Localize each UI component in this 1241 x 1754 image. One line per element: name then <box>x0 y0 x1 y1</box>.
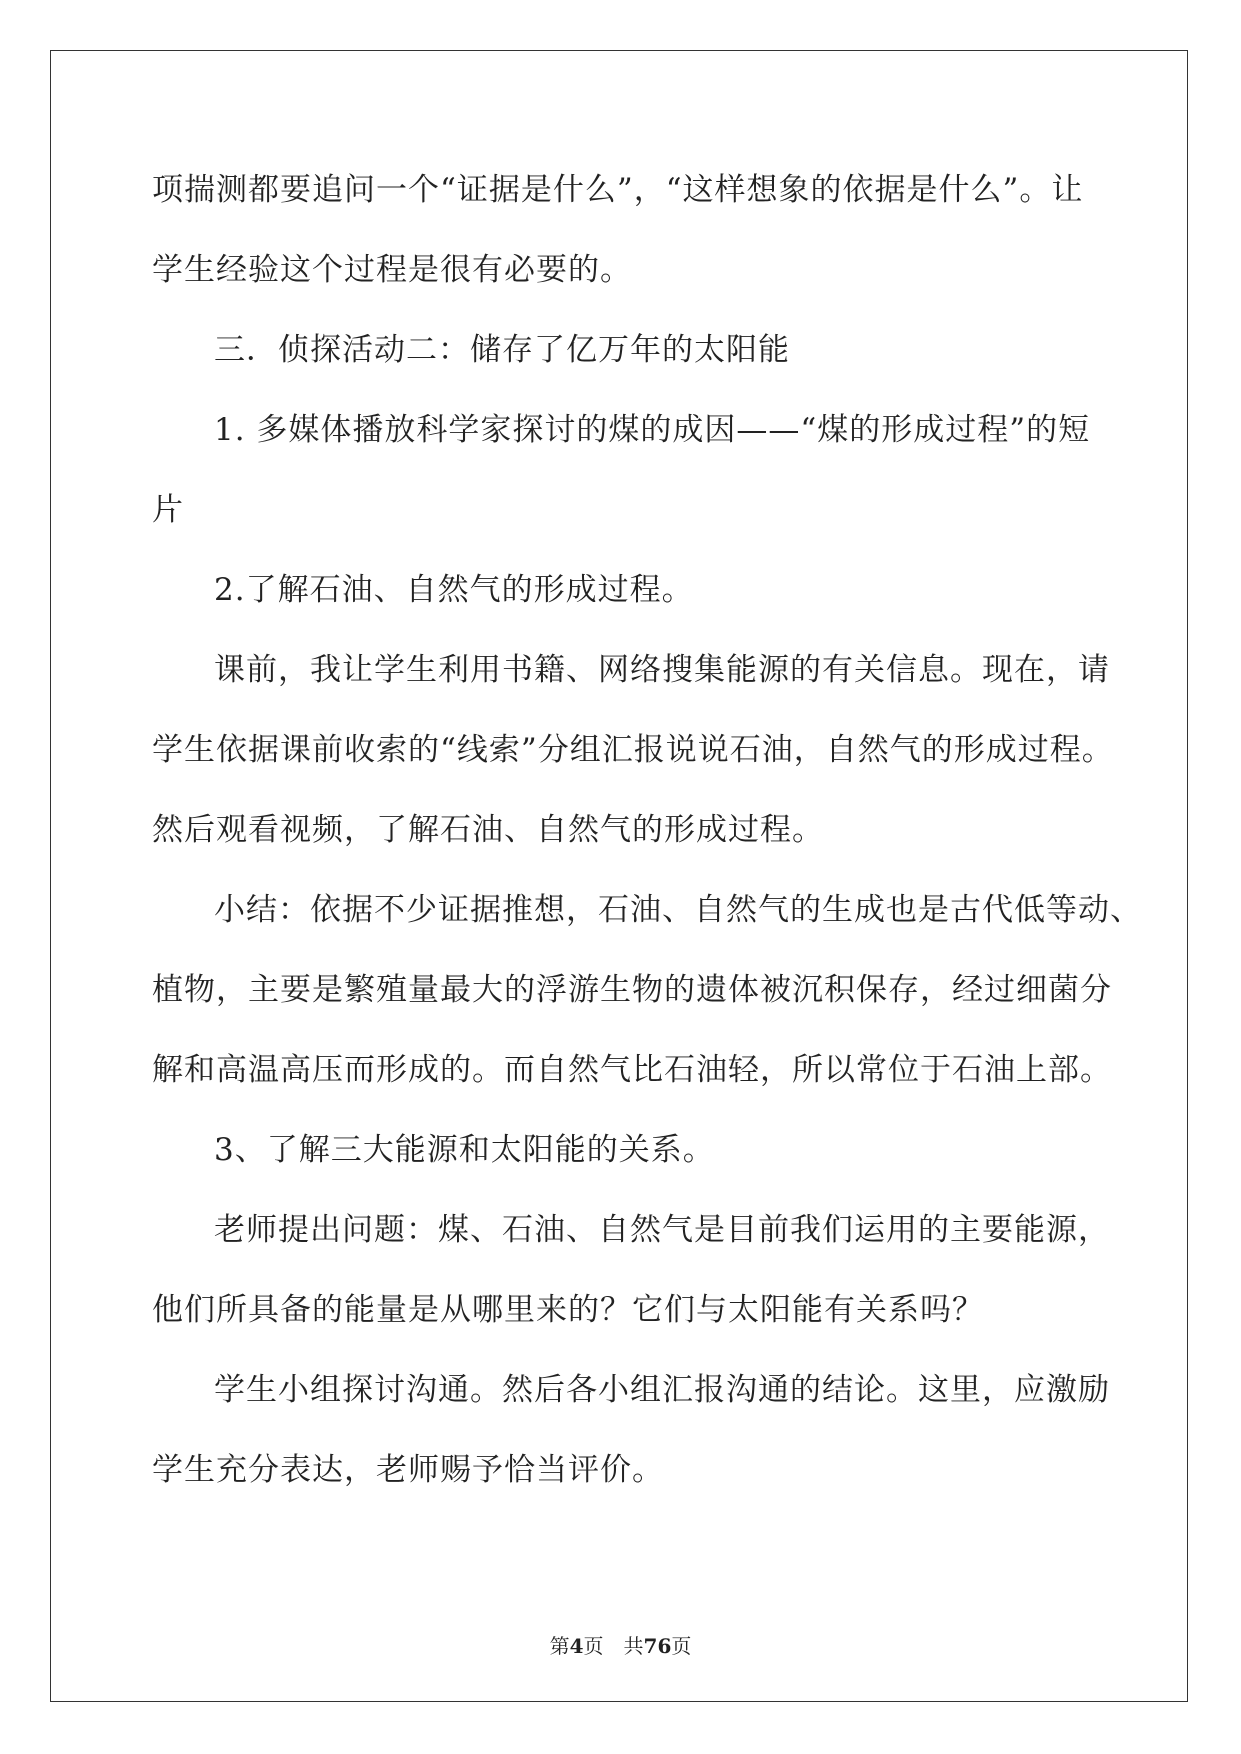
footer-suffix: 页 <box>671 1634 692 1658</box>
text-line: 1. 多媒体播放科学家探讨的煤的成因——“煤的形成过程”的短 <box>214 412 1091 448</box>
footer-mid: 页 共 <box>583 1634 644 1658</box>
text-line: 3、了解三大能源和太阳能的关系。 <box>214 1132 715 1168</box>
text-line: 然后观看视频，了解石油、自然气的形成过程。 <box>152 812 824 848</box>
text-line: 三．侦探活动二：储存了亿万年的太阳能 <box>214 332 790 368</box>
text-line: 学生依据课前收索的“线索”分组汇报说说石油，自然气的形成过程。 <box>152 732 1114 768</box>
text-line: 片 <box>152 492 184 528</box>
text-line: 植物，主要是繁殖量最大的浮游生物的遗体被沉积保存，经过细菌分 <box>152 972 1112 1008</box>
text-line: 他们所具备的能量是从哪里来的？它们与太阳能有关系吗？ <box>152 1292 984 1328</box>
text-line: 解和高温高压而形成的。而自然气比石油轻，所以常位于石油上部。 <box>152 1052 1112 1088</box>
footer-prefix: 第 <box>549 1634 570 1658</box>
text-line: 学生充分表达，老师赐予恰当评价。 <box>152 1452 664 1488</box>
text-line: 老师提出问题：煤、石油、自然气是目前我们运用的主要能源， <box>214 1212 1110 1248</box>
text-line: 项揣测都要追问一个“证据是什么”，“这样想象的依据是什么”。让 <box>152 172 1084 208</box>
text-line: 课前，我让学生利用书籍、网络搜集能源的有关信息。现在，请 <box>214 652 1110 688</box>
text-line: 学生经验这个过程是很有必要的。 <box>152 252 632 288</box>
page-total: 76 <box>643 1634 672 1658</box>
text-line: 2.了解石油、自然气的形成过程。 <box>214 572 694 608</box>
page-footer <box>0 1630 1241 1659</box>
text-line: 小结：依据不少证据推想，石油、自然气的生成也是古代低等动、 <box>214 892 1142 928</box>
text-line: 学生小组探讨沟通。然后各小组汇报沟通的结论。这里，应激励 <box>214 1372 1110 1408</box>
page-number: 4 <box>569 1634 584 1658</box>
